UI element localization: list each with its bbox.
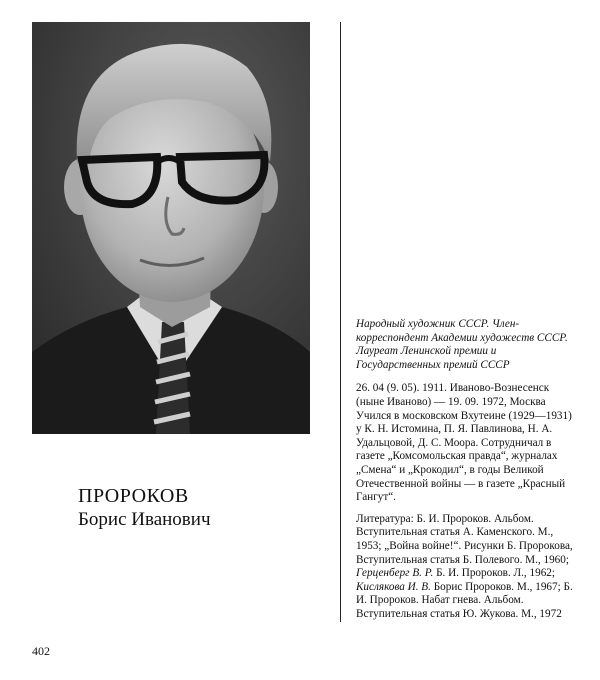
literature-author-2: Кислякова И. В.	[356, 580, 431, 593]
artist-name-block	[78, 484, 211, 532]
literature-part-3: Борис Пророков. М., 1967; Б. И. Пророков. Набат гнева. Альбом. Вступительная статья Ю. Жукова. М., 1972	[356, 580, 573, 620]
biography-text: 26. 04 (9. 05). 1911. Иваново-Вознесенск (ныне Иваново) — 19. 09. 1972, Москва Учился в московском Вхутеине (1929—1931) у К. Н. Истомина, П. Я. Павлинова, Н. А. Удальцовой, Д. С. Моора. Сотрудничал в газете „Комсомольская правда“, журналах „Смена“ и „Крокодил“, в годы Великой Отечественной войны — в газете „Красный Гангут“.	[356, 382, 572, 504]
literature-part-2: Б. И. Пророков. Л., 1962;	[433, 567, 556, 580]
literature-part-1: Литература: Б. И. Пророков. Альбом. Вступительная статья А. Каменского. М., 1953; „Война войне!“. Рисунки Б. Пророкова, Вступительная статья Б. Полевого. М., 1960;	[356, 512, 573, 566]
portrait-illustration	[32, 22, 310, 434]
page-number: 402	[32, 644, 50, 658]
literature-author-1: Герценберг В. Р.	[356, 567, 434, 580]
column-divider	[340, 22, 341, 622]
artist-surname: ПРОРОКОВ	[78, 485, 189, 507]
info-column	[356, 318, 576, 621]
honorary-titles: Народный художник СССР. Член-корреспондент Академии художеств СССР. Лауреат Ленинской премии и Государственных премий СССР	[356, 318, 568, 371]
portrait-photo	[32, 22, 310, 434]
artist-given-names: Борис Иванович	[78, 509, 211, 530]
literature-list	[356, 513, 576, 622]
